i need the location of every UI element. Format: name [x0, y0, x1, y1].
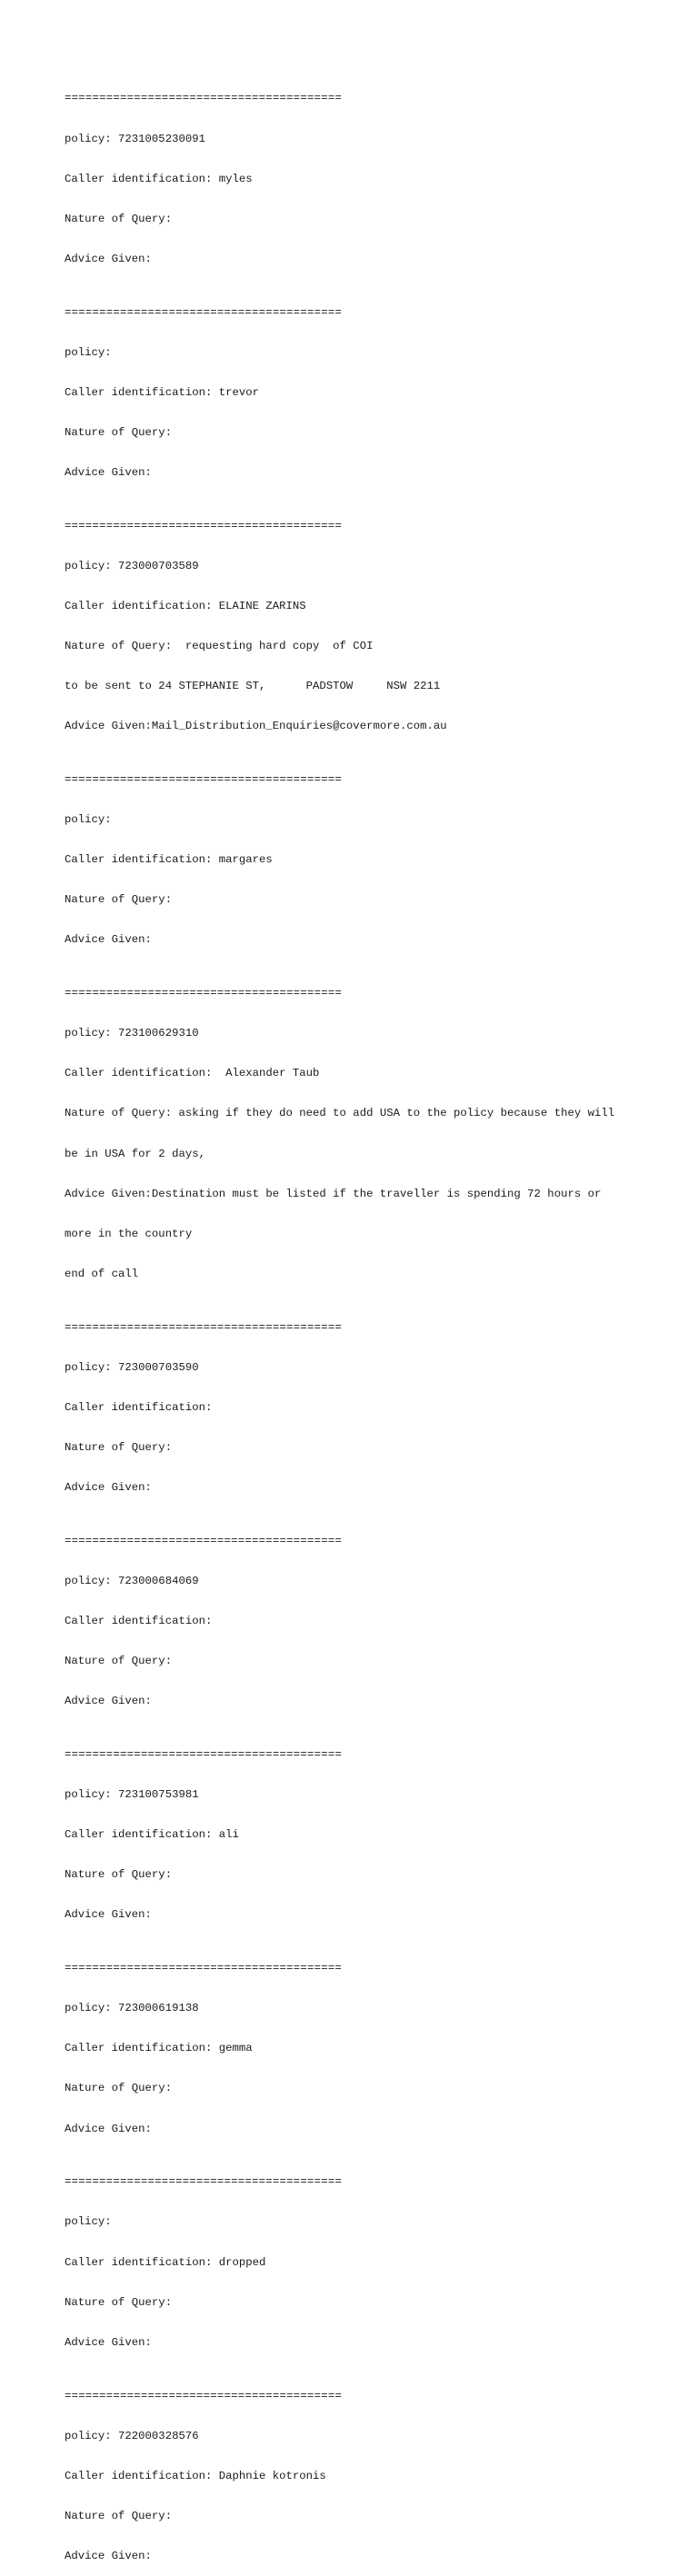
- nature-of-query-line: Nature of Query:: [65, 2295, 173, 2309]
- nature-of-query-line: Nature of Query:: [65, 212, 173, 225]
- advice-given-line: Advice Given:: [65, 2335, 152, 2349]
- advice-given-line: Advice Given:: [65, 1481, 152, 1495]
- policy-line: policy: 7231005230091: [65, 132, 205, 145]
- record-separator: ========================================: [65, 1534, 343, 1547]
- caller-identification-line: Caller identification: ali: [65, 1828, 239, 1842]
- caller-identification-line: Caller identification: margares: [65, 853, 273, 867]
- advice-given-line: Advice Given:: [65, 252, 152, 265]
- policy-line: policy: 723100753981: [65, 1788, 199, 1802]
- caller-identification-line: Caller identification: gemma: [65, 2042, 253, 2055]
- policy-line: policy:: [65, 2215, 112, 2229]
- advice-given-line: Advice Given:: [65, 2122, 152, 2135]
- caller-identification-line: Caller identification:: [65, 1615, 213, 1627]
- caller-identification-line: Caller identification: Daphnie kotronis: [65, 2469, 326, 2482]
- record-separator: ========================================: [65, 1320, 343, 1334]
- call-log-document: [65, 65, 683, 2576]
- nature-of-query-line: Nature of Query:: [65, 2082, 173, 2095]
- policy-line: policy: 723000703589: [65, 559, 199, 572]
- nature-of-query-line: Nature of Query:: [65, 893, 173, 907]
- caller-identification-line: Caller identification: myles: [65, 172, 253, 185]
- advice-given-line: Advice Given:: [65, 2549, 152, 2562]
- advice-given-line: Advice Given:: [65, 933, 152, 947]
- end-of-call-line: end of call: [65, 1267, 139, 1280]
- nature-of-query-line: Nature of Query:: [65, 425, 173, 439]
- policy-line: policy: 723000684069: [65, 1574, 199, 1587]
- caller-identification-line: Caller identification: ELAINE ZARINS: [65, 599, 306, 612]
- nature-of-query-line: Nature of Query:: [65, 1440, 173, 1454]
- caller-identification-line: Caller identification: Alexander Taub: [65, 1067, 320, 1080]
- policy-line: policy: 723000703590: [65, 1360, 199, 1374]
- record-separator: ========================================: [65, 305, 343, 319]
- nature-of-query-continuation-line: be in USA for 2 days,: [65, 1147, 205, 1160]
- nature-of-query-line: Nature of Query:: [65, 2509, 173, 2522]
- nature-of-query-line: Nature of Query: asking if they do need to add USA to the policy because they will: [65, 1107, 615, 1120]
- nature-of-query-line: Nature of Query:: [65, 1868, 173, 1882]
- record-separator: ========================================: [65, 987, 343, 1000]
- advice-given-line: Advice Given:Destination must be listed if the traveller is spending 72 hours or: [65, 1187, 602, 1200]
- policy-line: policy:: [65, 813, 112, 827]
- advice-given-line: Advice Given:: [65, 1695, 152, 1708]
- record-separator: ========================================: [65, 773, 343, 787]
- policy-line: policy: 723100629310: [65, 1027, 199, 1040]
- record-separator: ========================================: [65, 2175, 343, 2189]
- caller-identification-line: Caller identification: trevor: [65, 385, 260, 399]
- nature-of-query-continuation-line: to be sent to 24 STEPHANIE ST, PADSTOW NSW 2211: [65, 680, 441, 693]
- caller-identification-line: Caller identification:: [65, 1400, 213, 1414]
- nature-of-query-line: Nature of Query: requesting hard copy of COI: [65, 640, 374, 653]
- advice-given-line: Advice Given:Mail_Distribution_Enquiries@covermore.com.au: [65, 720, 447, 733]
- record-separator: ========================================: [65, 1962, 343, 1975]
- advice-given-continuation-line: more in the country: [65, 1227, 193, 1240]
- record-separator: ========================================: [65, 2389, 343, 2402]
- policy-line: policy: 723000619138: [65, 2002, 199, 2015]
- record-separator: ========================================: [65, 92, 343, 105]
- advice-given-line: Advice Given:: [65, 465, 152, 479]
- advice-given-line: Advice Given:: [65, 1908, 152, 1922]
- record-separator: ========================================: [65, 1747, 343, 1761]
- nature-of-query-line: Nature of Query:: [65, 1655, 173, 1668]
- policy-line: policy:: [65, 345, 112, 359]
- caller-identification-line: Caller identification: dropped: [65, 2255, 266, 2269]
- record-separator: ========================================: [65, 519, 343, 532]
- policy-line: policy: 722000328576: [65, 2429, 199, 2442]
